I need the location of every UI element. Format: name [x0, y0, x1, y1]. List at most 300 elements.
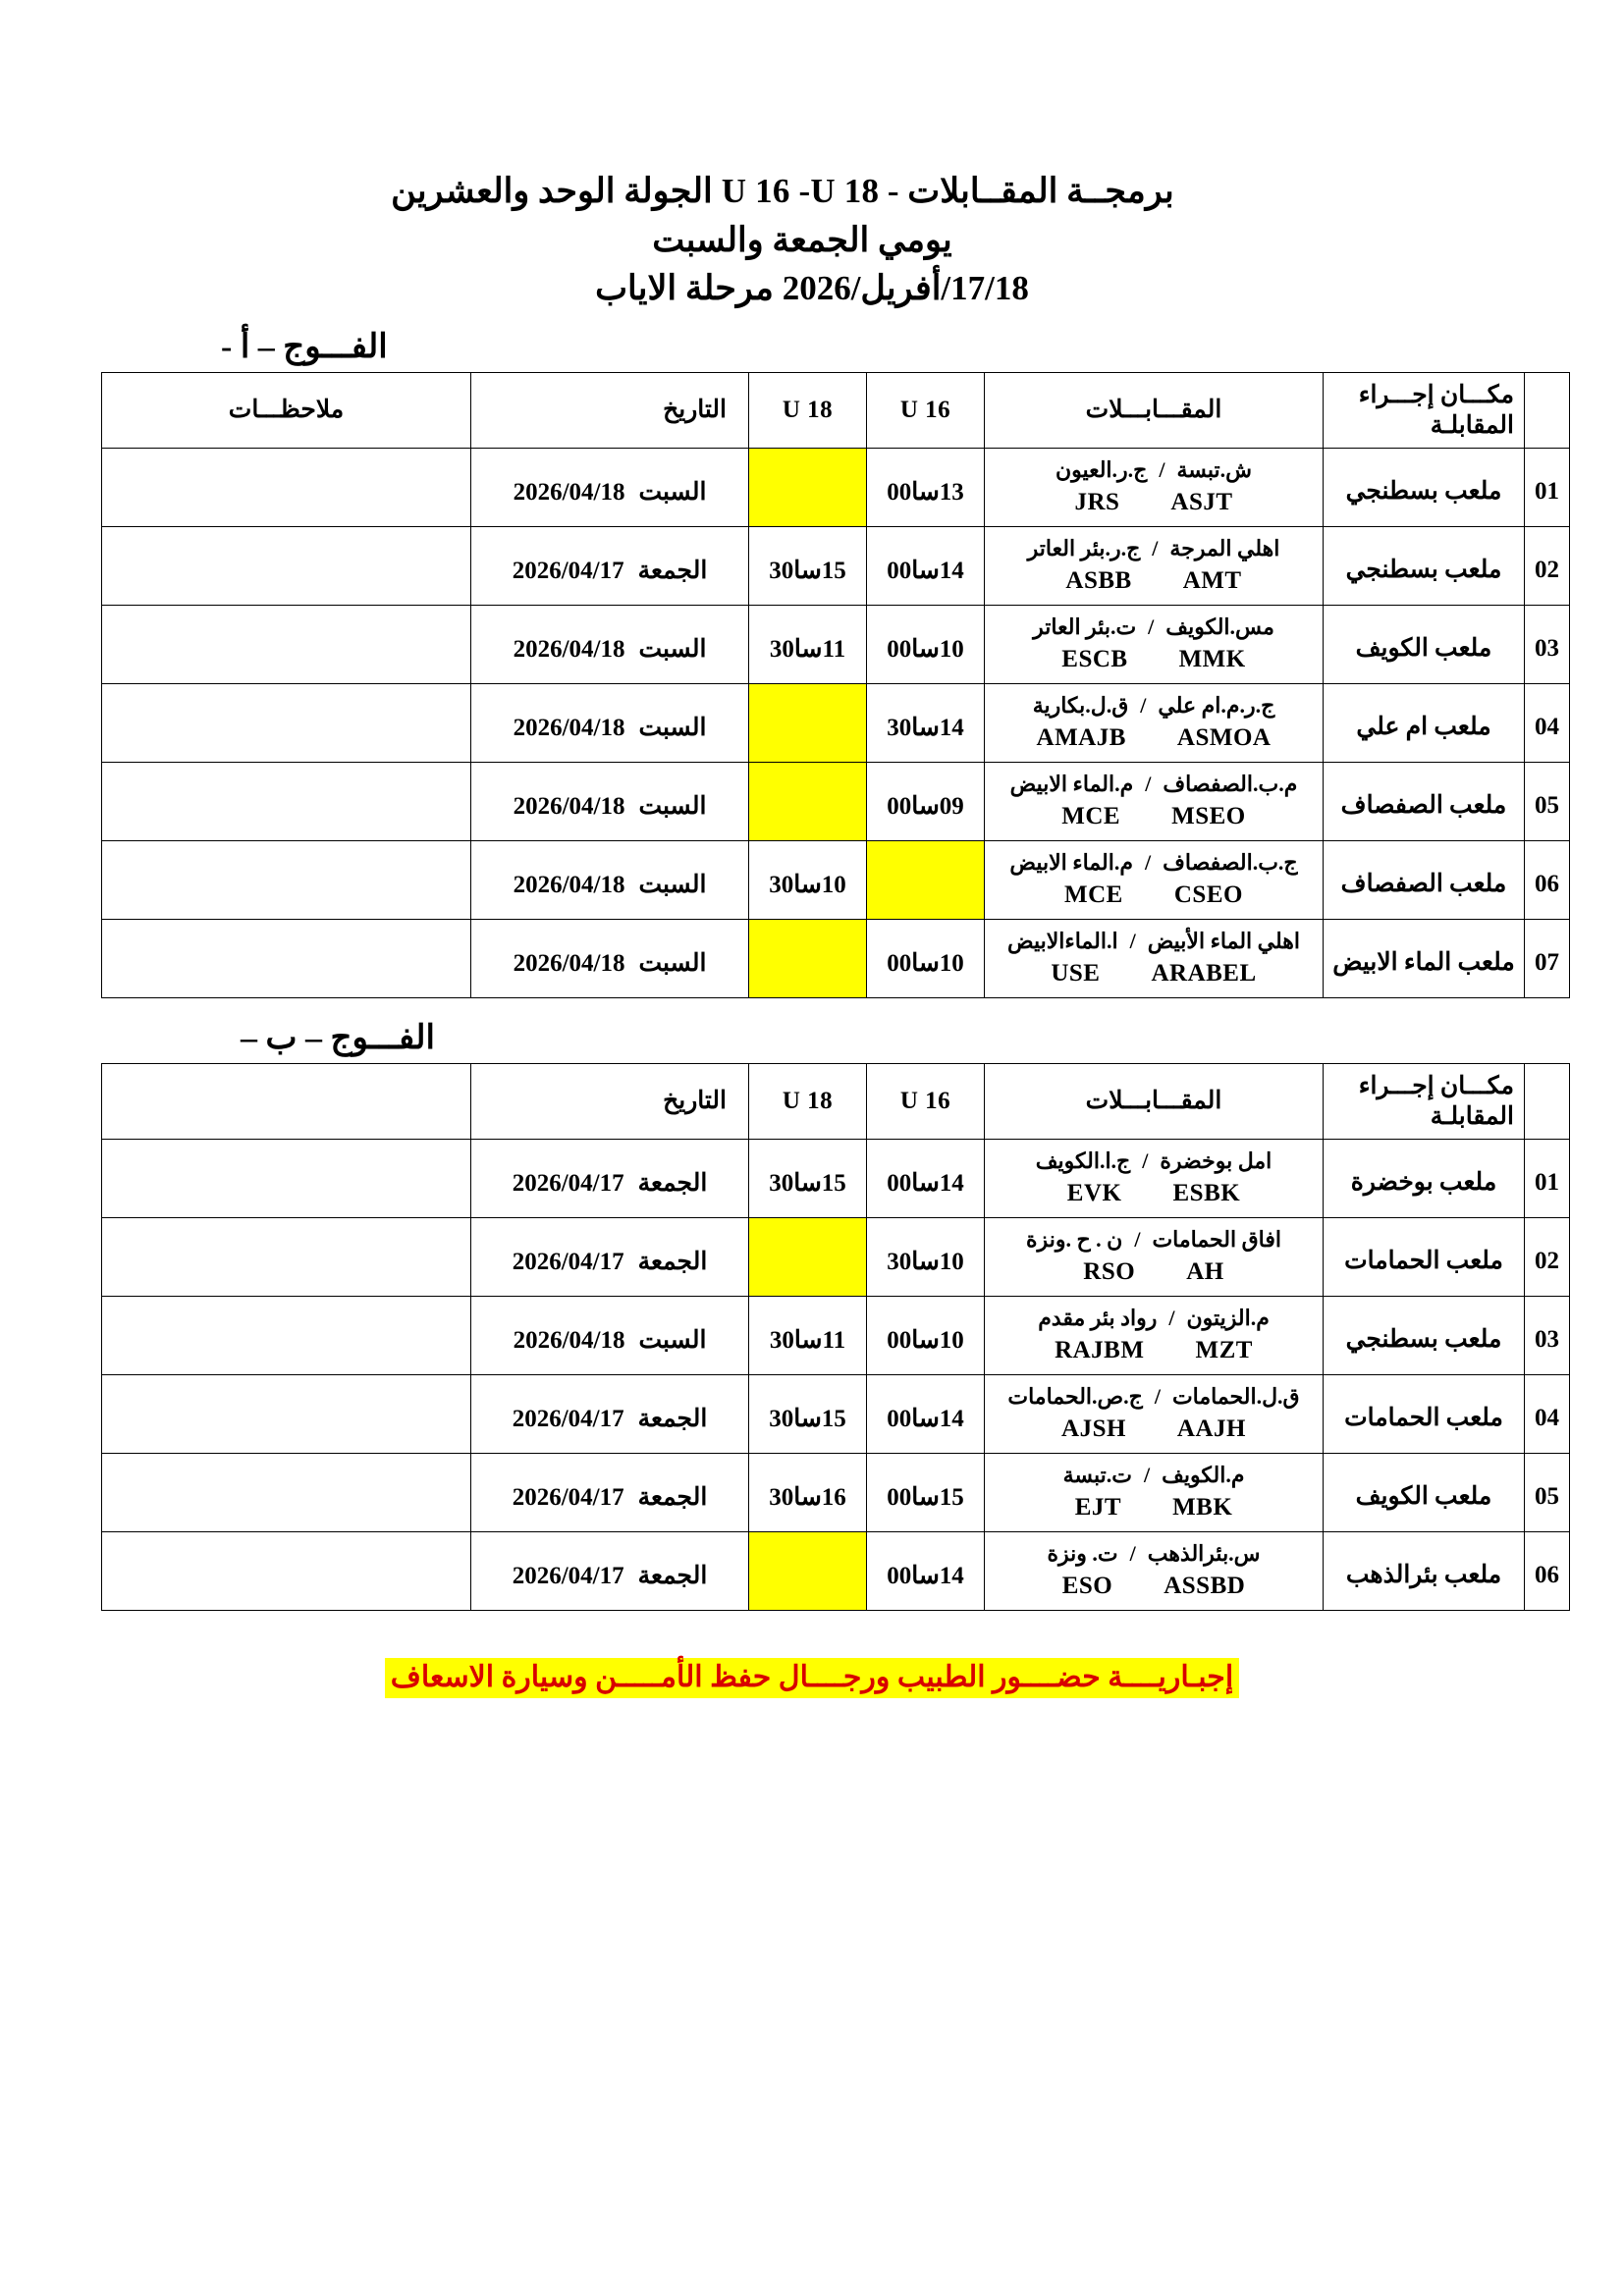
- title-line-2: يومي الجمعة والسبت: [652, 220, 952, 259]
- date-cell: [471, 920, 749, 998]
- match-date: [471, 783, 748, 821]
- group-b-table: [101, 1063, 1570, 1611]
- notes-text: [102, 877, 470, 884]
- u18-time: 16سا30: [769, 1483, 846, 1511]
- venue-name: ملعب بئرالذهب: [1345, 1562, 1502, 1589]
- u16-time: 10سا00: [887, 949, 964, 977]
- match-date-value: 2026/04/18: [513, 478, 625, 506]
- match-date-value: 2026/04/18: [513, 792, 625, 820]
- match-cell: [985, 1297, 1324, 1375]
- header-cell-notes: [102, 1064, 471, 1140]
- u18-time: [749, 484, 866, 492]
- vs-separator: /: [1134, 1227, 1141, 1253]
- match-day: السبت: [638, 478, 707, 506]
- group-b-table-body: [102, 1140, 1570, 1611]
- venue-cell: [1324, 1140, 1525, 1218]
- notes-cell: [102, 1297, 471, 1375]
- u16-time: 10سا00: [887, 635, 964, 663]
- row-number: 04: [1535, 1404, 1559, 1431]
- header-cell-u18: [749, 1064, 867, 1140]
- notes-cell: [102, 1454, 471, 1532]
- match-date-value: 2026/04/18: [513, 1326, 625, 1354]
- away-team-abbr: ASBB: [1065, 566, 1132, 594]
- vs-separator: /: [1143, 1463, 1151, 1488]
- match-date-value: 2026/04/17: [512, 1562, 624, 1589]
- home-team-abbr: AAJH: [1176, 1415, 1246, 1442]
- match-cell: [985, 684, 1324, 763]
- date-cell: [471, 449, 749, 527]
- row-number: 07: [1535, 948, 1559, 976]
- u16-time: 09سا00: [887, 792, 964, 820]
- match-date-value: 2026/04/18: [513, 949, 625, 977]
- row-number: 06: [1535, 1561, 1559, 1588]
- u16-time: [867, 877, 984, 884]
- match-teams-abbr: [985, 880, 1323, 910]
- row-number: 02: [1535, 556, 1559, 583]
- header-cell-num: [1525, 373, 1570, 449]
- match-teams-arabic: [985, 614, 1323, 640]
- away-team-arabic: رواد بئر مقدم: [1038, 1306, 1158, 1331]
- u18-time: [749, 1254, 866, 1261]
- match-teams-abbr: [985, 801, 1323, 831]
- venue-name: ملعب الكويف: [1355, 1483, 1492, 1511]
- notes-text: [102, 484, 470, 492]
- match-teams-arabic: [985, 536, 1323, 561]
- row-number-cell: [1525, 1454, 1570, 1532]
- match-cell: [985, 841, 1324, 920]
- match-teams-arabic: [985, 1306, 1323, 1331]
- u18-time: 10سا30: [769, 871, 846, 898]
- match-date: [471, 1317, 748, 1355]
- header-u16-label: U 16: [899, 397, 951, 424]
- row-number-cell: [1525, 1218, 1570, 1297]
- u18-time-cell: [749, 527, 867, 606]
- row-number-cell: [1525, 1140, 1570, 1218]
- match-teams-abbr: [985, 644, 1323, 674]
- away-team-arabic: م.الماء الابيض: [1009, 772, 1134, 797]
- date-cell: [471, 841, 749, 920]
- header-date-label: التاريخ: [663, 397, 727, 424]
- header-cell-date: [471, 1064, 749, 1140]
- match-cell: [985, 1532, 1324, 1611]
- row-number: 01: [1535, 477, 1559, 505]
- table-row: [102, 684, 1570, 763]
- date-cell: [471, 684, 749, 763]
- group-b-table-header: [102, 1064, 1570, 1140]
- home-team-abbr: ASJT: [1170, 488, 1233, 515]
- venue-name: ملعب بسطنجي: [1345, 557, 1502, 584]
- match-teams-abbr: [985, 1256, 1323, 1287]
- match-teams-arabic: [985, 1148, 1323, 1174]
- notes-cell: [102, 1375, 471, 1454]
- home-team-abbr: CSEO: [1173, 881, 1243, 908]
- home-team-abbr: ARABEL: [1151, 959, 1257, 987]
- venue-cell: [1324, 763, 1525, 841]
- match-teams-arabic: [985, 693, 1323, 719]
- u18-time-cell: [749, 684, 867, 763]
- match-teams-arabic: [985, 457, 1323, 483]
- u16-time-cell: [867, 1375, 985, 1454]
- away-team-abbr: RSO: [1083, 1257, 1136, 1285]
- match-teams-abbr: [985, 1492, 1323, 1522]
- away-team-abbr: JRS: [1074, 488, 1120, 515]
- away-team-abbr: RAJBM: [1055, 1336, 1145, 1363]
- venue-name: ملعب ام علي: [1356, 714, 1491, 741]
- match-day: الجمعة: [637, 557, 708, 584]
- date-cell: [471, 1532, 749, 1611]
- match-day: السبت: [638, 714, 707, 741]
- table-row: [102, 763, 1570, 841]
- vs-separator: /: [1159, 457, 1165, 483]
- match-cell: [985, 920, 1324, 998]
- u18-time: [749, 955, 866, 963]
- match-day: الجمعة: [637, 1169, 708, 1197]
- notes-text: [102, 798, 470, 806]
- home-team-arabic: م.الزيتون: [1186, 1306, 1270, 1331]
- match-date-value: 2026/04/17: [512, 557, 624, 584]
- home-team-abbr: MZT: [1195, 1336, 1253, 1363]
- row-number-cell: [1525, 841, 1570, 920]
- header-date-label: التاريخ: [663, 1088, 727, 1115]
- u16-time: 10سا30: [887, 1248, 964, 1275]
- u16-time: 14سا00: [887, 557, 964, 584]
- notes-cell: [102, 527, 471, 606]
- date-cell: [471, 527, 749, 606]
- table-row: [102, 606, 1570, 684]
- table-row: [102, 1140, 1570, 1218]
- date-cell: [471, 763, 749, 841]
- match-teams-arabic: [985, 1227, 1323, 1253]
- group-a-table-header: [102, 373, 1570, 449]
- vs-separator: /: [1154, 1384, 1161, 1410]
- venue-cell: [1324, 1454, 1525, 1532]
- venue-name: ملعب بسطنجي: [1345, 478, 1502, 506]
- away-team-arabic: ج.ر.بئر العاتر: [1027, 536, 1141, 561]
- away-team-arabic: ق.ل.بكارية: [1032, 693, 1129, 719]
- u18-time-cell: [749, 1454, 867, 1532]
- home-team-arabic: م.الكويف: [1162, 1463, 1245, 1488]
- notes-cell: [102, 920, 471, 998]
- home-team-abbr: ASMOA: [1176, 723, 1272, 751]
- row-number-cell: [1525, 449, 1570, 527]
- u18-time-cell: [749, 920, 867, 998]
- venue-cell: [1324, 684, 1525, 763]
- notes-cell: [102, 1532, 471, 1611]
- footer-note-wrap: [54, 1658, 1570, 1698]
- u18-time-cell: [749, 606, 867, 684]
- match-cell: [985, 1218, 1324, 1297]
- match-day: الجمعة: [637, 1483, 708, 1511]
- home-team-abbr: AH: [1186, 1257, 1224, 1285]
- table-row: [102, 1375, 1570, 1454]
- vs-separator: /: [1168, 1306, 1175, 1331]
- row-number: 06: [1535, 870, 1559, 897]
- header-u16-label: U 16: [899, 1088, 951, 1115]
- row-number-cell: [1525, 606, 1570, 684]
- header-notes-label: [102, 1097, 470, 1105]
- notes-text: [102, 955, 470, 963]
- venue-cell: [1324, 449, 1525, 527]
- row-number-cell: [1525, 1375, 1570, 1454]
- match-date: [471, 1239, 748, 1276]
- venue-cell: [1324, 841, 1525, 920]
- match-date: [471, 469, 748, 507]
- home-team-arabic: مس.الكويف: [1165, 614, 1274, 640]
- away-team-arabic: م.الماء الابيض: [1009, 850, 1133, 876]
- match-day: السبت: [638, 635, 707, 663]
- u18-time-cell: [749, 1140, 867, 1218]
- venue-name: ملعب الحمامات: [1344, 1405, 1503, 1432]
- match-teams-abbr: [985, 565, 1323, 596]
- venue-cell: [1324, 527, 1525, 606]
- u18-time: 15سا30: [769, 557, 846, 584]
- date-cell: [471, 1218, 749, 1297]
- u16-time-cell: [867, 841, 985, 920]
- venue-cell: [1324, 920, 1525, 998]
- match-teams-arabic: [985, 850, 1323, 876]
- away-team-arabic: ت.تبسة: [1062, 1463, 1132, 1488]
- match-teams-abbr: [985, 958, 1323, 988]
- row-number-cell: [1525, 1297, 1570, 1375]
- match-date-value: 2026/04/17: [512, 1248, 624, 1275]
- group-b-heading: الفـــوج – ب –: [241, 1020, 435, 1057]
- row-number-cell: [1525, 763, 1570, 841]
- away-team-arabic: ت.بئر العاتر: [1033, 614, 1137, 640]
- away-team-abbr: MCE: [1061, 802, 1121, 829]
- notes-text: [102, 1411, 470, 1418]
- u16-time-cell: [867, 1218, 985, 1297]
- venue-name: ملعب بسطنجي: [1345, 1326, 1502, 1354]
- u16-time-cell: [867, 1532, 985, 1611]
- venue-cell: [1324, 606, 1525, 684]
- header-cell-notes: [102, 373, 471, 449]
- row-number: 03: [1535, 634, 1559, 662]
- group-a-heading: الفـــوج – أ -: [221, 329, 388, 366]
- home-team-arabic: ش.تبسة: [1176, 457, 1253, 483]
- header-cell-u16: [867, 1064, 985, 1140]
- vs-separator: /: [1140, 693, 1147, 719]
- u18-time-cell: [749, 763, 867, 841]
- match-cell: [985, 527, 1324, 606]
- away-team-abbr: EJT: [1074, 1493, 1122, 1521]
- notes-cell: [102, 606, 471, 684]
- match-date-value: 2026/04/18: [513, 714, 625, 741]
- match-date: [471, 548, 748, 585]
- match-teams-abbr: [985, 1335, 1323, 1365]
- header-cell-matches: [985, 1064, 1324, 1140]
- vs-separator: /: [1129, 929, 1136, 954]
- venue-name: ملعب الصفصاف: [1340, 871, 1507, 898]
- group-a-table: [101, 372, 1570, 998]
- match-day: السبت: [638, 871, 707, 898]
- row-number: 05: [1535, 1482, 1559, 1510]
- header-venue-label: مكـــان إجـــراء المقابلـة: [1358, 1072, 1514, 1131]
- table-row: [102, 841, 1570, 920]
- header-row: [102, 373, 1570, 449]
- match-day: الجمعة: [637, 1248, 708, 1275]
- date-cell: [471, 606, 749, 684]
- venue-name: ملعب الماء الابيض: [1332, 949, 1515, 977]
- notes-text: [102, 1568, 470, 1575]
- home-team-abbr: AMT: [1182, 566, 1242, 594]
- notes-text: [102, 1332, 470, 1340]
- venue-name: ملعب الحمامات: [1344, 1248, 1503, 1275]
- table-row: [102, 920, 1570, 998]
- notes-cell: [102, 1218, 471, 1297]
- match-teams-arabic: [985, 929, 1323, 954]
- mandatory-note-banner: إجبـاريــــة حضــــور الطبيب ورجــــال حفظ الأمـــــن وسيارة الاسعاف: [385, 1658, 1239, 1698]
- match-date-value: 2026/04/17: [512, 1405, 624, 1432]
- table-row: [102, 1532, 1570, 1611]
- notes-text: [102, 1175, 470, 1183]
- header-matches-label: المقـــابـــلات: [1085, 1088, 1222, 1115]
- match-teams-arabic: [985, 772, 1323, 797]
- notes-text: [102, 562, 470, 570]
- table-row: [102, 449, 1570, 527]
- u16-time-cell: [867, 684, 985, 763]
- u16-time: 14سا30: [887, 714, 964, 741]
- u18-time: 11سا30: [769, 1326, 846, 1354]
- u18-time-cell: [749, 1375, 867, 1454]
- u16-time-cell: [867, 1140, 985, 1218]
- home-team-arabic: افاق الحمامات: [1152, 1227, 1281, 1253]
- date-cell: [471, 1297, 749, 1375]
- home-team-arabic: ق.ل.الحمامات: [1171, 1384, 1300, 1410]
- table-row: [102, 527, 1570, 606]
- away-team-arabic: ج.ص.الحمامات: [1007, 1384, 1143, 1410]
- header-cell-num: [1525, 1064, 1570, 1140]
- header-cell-date: [471, 373, 749, 449]
- u18-time: [749, 720, 866, 727]
- away-team-arabic: ج.ر.العيون: [1055, 457, 1148, 483]
- match-cell: [985, 606, 1324, 684]
- match-date: [471, 705, 748, 742]
- header-row: [102, 1064, 1570, 1140]
- table-row: [102, 1454, 1570, 1532]
- venue-name: ملعب الكويف: [1355, 635, 1492, 663]
- date-cell: [471, 1140, 749, 1218]
- row-number-cell: [1525, 684, 1570, 763]
- away-team-arabic: ا.الماءالابيض: [1007, 929, 1118, 954]
- home-team-abbr: ASSBD: [1164, 1572, 1246, 1599]
- match-date-value: 2026/04/17: [512, 1483, 624, 1511]
- vs-separator: /: [1152, 536, 1159, 561]
- match-day: الجمعة: [637, 1562, 708, 1589]
- vs-separator: /: [1142, 1148, 1149, 1174]
- document-title: [54, 0, 1570, 313]
- header-num-label: [1525, 1097, 1569, 1105]
- u16-time-cell: [867, 606, 985, 684]
- match-cell: [985, 763, 1324, 841]
- match-date: [471, 862, 748, 899]
- match-date: [471, 1474, 748, 1512]
- home-team-abbr: MBK: [1172, 1493, 1233, 1521]
- away-team-abbr: AJSH: [1061, 1415, 1126, 1442]
- match-teams-abbr: [985, 1178, 1323, 1208]
- away-team-arabic: ن . ح .ونزة: [1026, 1227, 1123, 1253]
- header-cell-matches: [985, 373, 1324, 449]
- header-u18-label: U 18: [782, 397, 834, 424]
- match-day: السبت: [638, 949, 707, 977]
- match-day: السبت: [638, 792, 707, 820]
- group-a-table-body: [102, 449, 1570, 998]
- home-team-arabic: امل بوخضرة: [1160, 1148, 1272, 1174]
- header-cell-u18: [749, 373, 867, 449]
- row-number: 02: [1535, 1247, 1559, 1274]
- u18-time-cell: [749, 1532, 867, 1611]
- match-teams-arabic: [985, 1384, 1323, 1410]
- u16-time-cell: [867, 1454, 985, 1532]
- row-number: 05: [1535, 791, 1559, 819]
- match-teams-abbr: [985, 722, 1323, 753]
- notes-text: [102, 1489, 470, 1497]
- home-team-arabic: س.بئرالذهب: [1147, 1541, 1261, 1567]
- vs-separator: /: [1145, 772, 1152, 797]
- u16-time-cell: [867, 449, 985, 527]
- notes-cell: [102, 684, 471, 763]
- table-row: [102, 1297, 1570, 1375]
- match-date-value: 2026/04/17: [512, 1169, 624, 1197]
- match-cell: [985, 1454, 1324, 1532]
- venue-cell: [1324, 1297, 1525, 1375]
- u16-time: 10سا00: [887, 1326, 964, 1354]
- venue-cell: [1324, 1532, 1525, 1611]
- home-team-abbr: MMK: [1178, 645, 1246, 672]
- away-team-abbr: ESO: [1061, 1572, 1113, 1599]
- venue-name: ملعب بوخضرة: [1350, 1169, 1497, 1197]
- notes-text: [102, 641, 470, 649]
- venue-cell: [1324, 1218, 1525, 1297]
- u18-time-cell: [749, 1297, 867, 1375]
- header-num-label: [1525, 406, 1569, 414]
- u18-time: 11سا30: [769, 635, 846, 663]
- u18-time: 15سا30: [769, 1405, 846, 1432]
- home-team-abbr: MSEO: [1171, 802, 1246, 829]
- match-date: [471, 1160, 748, 1198]
- match-teams-arabic: [985, 1541, 1323, 1567]
- u16-time: 15سا00: [887, 1483, 964, 1511]
- vs-separator: /: [1129, 1541, 1136, 1567]
- u16-time-cell: [867, 1297, 985, 1375]
- notes-cell: [102, 763, 471, 841]
- notes-text: [102, 1254, 470, 1261]
- away-team-abbr: EVK: [1066, 1179, 1122, 1206]
- u16-time: 14سا00: [887, 1405, 964, 1432]
- match-cell: [985, 1375, 1324, 1454]
- u18-time-cell: [749, 1218, 867, 1297]
- u16-time-cell: [867, 527, 985, 606]
- home-team-arabic: ج.ب.الصفصاف: [1163, 850, 1298, 876]
- u18-time-cell: [749, 449, 867, 527]
- header-cell-venue: [1324, 373, 1525, 449]
- row-number: 04: [1535, 713, 1559, 740]
- row-number-cell: [1525, 527, 1570, 606]
- table-row: [102, 1218, 1570, 1297]
- date-cell: [471, 1454, 749, 1532]
- home-team-abbr: ESBK: [1172, 1179, 1241, 1206]
- row-number: 03: [1535, 1325, 1559, 1353]
- match-teams-abbr: [985, 487, 1323, 517]
- match-cell: [985, 449, 1324, 527]
- home-team-arabic: م.ب.الصفصاف: [1163, 772, 1298, 797]
- match-date: [471, 1553, 748, 1590]
- away-team-abbr: MCE: [1064, 881, 1123, 908]
- notes-cell: [102, 1140, 471, 1218]
- home-team-arabic: ج.ر.م.ام علي: [1158, 693, 1275, 719]
- vs-separator: /: [1144, 850, 1152, 876]
- header-cell-u16: [867, 373, 985, 449]
- home-team-arabic: اهلي المرجة: [1169, 536, 1280, 561]
